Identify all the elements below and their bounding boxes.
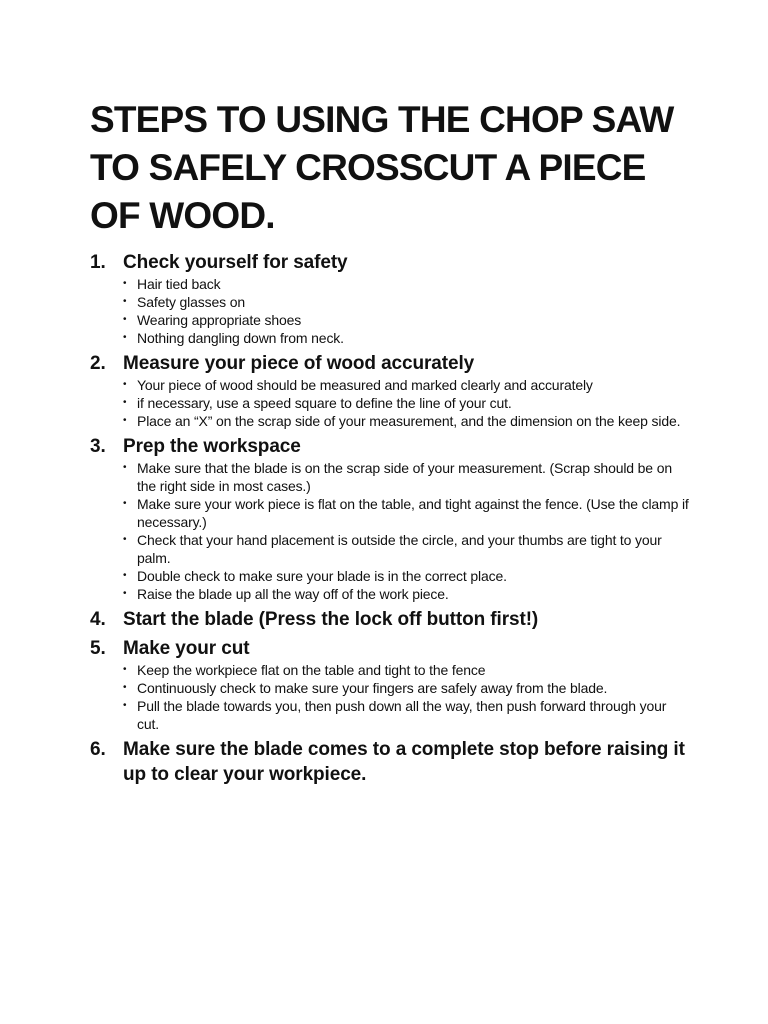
- document-page: [90, 96, 690, 791]
- list-item: [123, 585, 690, 603]
- steps-list: [90, 250, 690, 787]
- step-heading: [90, 351, 690, 376]
- step-number: 4.: [90, 609, 106, 630]
- list-item: [123, 412, 690, 430]
- step-number: 2.: [90, 353, 106, 374]
- step-5: [90, 636, 690, 733]
- list-item: [123, 275, 690, 293]
- list-item: [123, 495, 690, 531]
- step-number: 5.: [90, 638, 106, 659]
- bullet-text: Continuously check to make sure your fingers are safely away from the blade.: [137, 680, 608, 696]
- bullet-text: Wearing appropriate shoes: [137, 312, 302, 328]
- bullet-text: Place an “X” on the scrap side of your measurement, and the dimension on the keep side.: [137, 413, 681, 429]
- step-heading-text: Start the blade (Press the lock off button first!): [123, 609, 539, 630]
- step-2: [90, 351, 690, 430]
- bullet-icon: •: [123, 314, 127, 325]
- page-title: STEPS TO USING THE CHOP SAW TO SAFELY CROSSCUT A PIECE OF WOOD.: [90, 99, 674, 236]
- step-heading: [90, 636, 690, 661]
- bullet-icon: •: [123, 296, 127, 307]
- step-bullets: [90, 459, 690, 603]
- bullet-text: Keep the workpiece flat on the table and tight to the fence: [137, 662, 486, 678]
- bullet-text: if necessary, use a speed square to define the line of your cut.: [137, 395, 512, 411]
- list-item: [123, 293, 690, 311]
- step-1: [90, 250, 690, 347]
- bullet-icon: •: [123, 682, 127, 693]
- step-4: [90, 607, 690, 632]
- bullet-icon: •: [123, 415, 127, 426]
- bullet-icon: •: [123, 498, 127, 509]
- bullet-icon: •: [123, 462, 127, 473]
- step-heading: [90, 607, 690, 632]
- bullet-icon: •: [123, 588, 127, 599]
- list-item: [123, 679, 690, 697]
- bullet-text: Nothing dangling down from neck.: [137, 330, 344, 346]
- list-item: [123, 531, 690, 567]
- bullet-icon: •: [123, 332, 127, 343]
- step-number: 6.: [90, 739, 106, 760]
- list-item: [123, 661, 690, 679]
- step-heading-text: Prep the workspace: [123, 436, 301, 457]
- step-number: 1.: [90, 252, 106, 273]
- bullet-icon: •: [123, 700, 127, 711]
- bullet-text: Make sure that the blade is on the scrap side of your measurement. (Scrap should be on the right side in most cases.): [137, 460, 672, 494]
- step-heading-text: Make sure the blade comes to a complete stop before raising it up to clear your workpiece.: [123, 739, 685, 785]
- step-bullets: [90, 275, 690, 347]
- bullet-icon: •: [123, 570, 127, 581]
- bullet-icon: •: [123, 379, 127, 390]
- list-item: [123, 567, 690, 585]
- bullet-icon: •: [123, 664, 127, 675]
- list-item: [123, 394, 690, 412]
- bullet-text: Pull the blade towards you, then push down all the way, then push forward through your cut.: [137, 698, 667, 732]
- bullet-icon: •: [123, 534, 127, 545]
- step-heading: [90, 434, 690, 459]
- list-item: [123, 376, 690, 394]
- bullet-text: Hair tied back: [137, 276, 221, 292]
- bullet-icon: •: [123, 278, 127, 289]
- list-item: [123, 697, 690, 733]
- list-item: [123, 329, 690, 347]
- step-3: [90, 434, 690, 603]
- step-number: 3.: [90, 436, 106, 457]
- step-6: [90, 737, 690, 787]
- step-heading-text: Make your cut: [123, 638, 250, 659]
- bullet-text: Double check to make sure your blade is in the correct place.: [137, 568, 507, 584]
- step-bullets: [90, 661, 690, 733]
- bullet-icon: •: [123, 397, 127, 408]
- step-heading: [90, 250, 690, 275]
- bullet-text: Make sure your work piece is flat on the table, and tight against the fence. (Use the clamp if necessary.): [137, 496, 689, 530]
- bullet-text: Your piece of wood should be measured and marked clearly and accurately: [137, 377, 593, 393]
- step-bullets: [90, 376, 690, 430]
- step-heading: [90, 737, 690, 787]
- bullet-text: Check that your hand placement is outside the circle, and your thumbs are tight to your palm.: [137, 532, 662, 566]
- step-heading-text: Measure your piece of wood accurately: [123, 353, 475, 374]
- bullet-text: Raise the blade up all the way off of the work piece.: [137, 586, 449, 602]
- bullet-text: Safety glasses on: [137, 294, 245, 310]
- list-item: [123, 311, 690, 329]
- step-heading-text: Check yourself for safety: [123, 252, 348, 273]
- list-item: [123, 459, 690, 495]
